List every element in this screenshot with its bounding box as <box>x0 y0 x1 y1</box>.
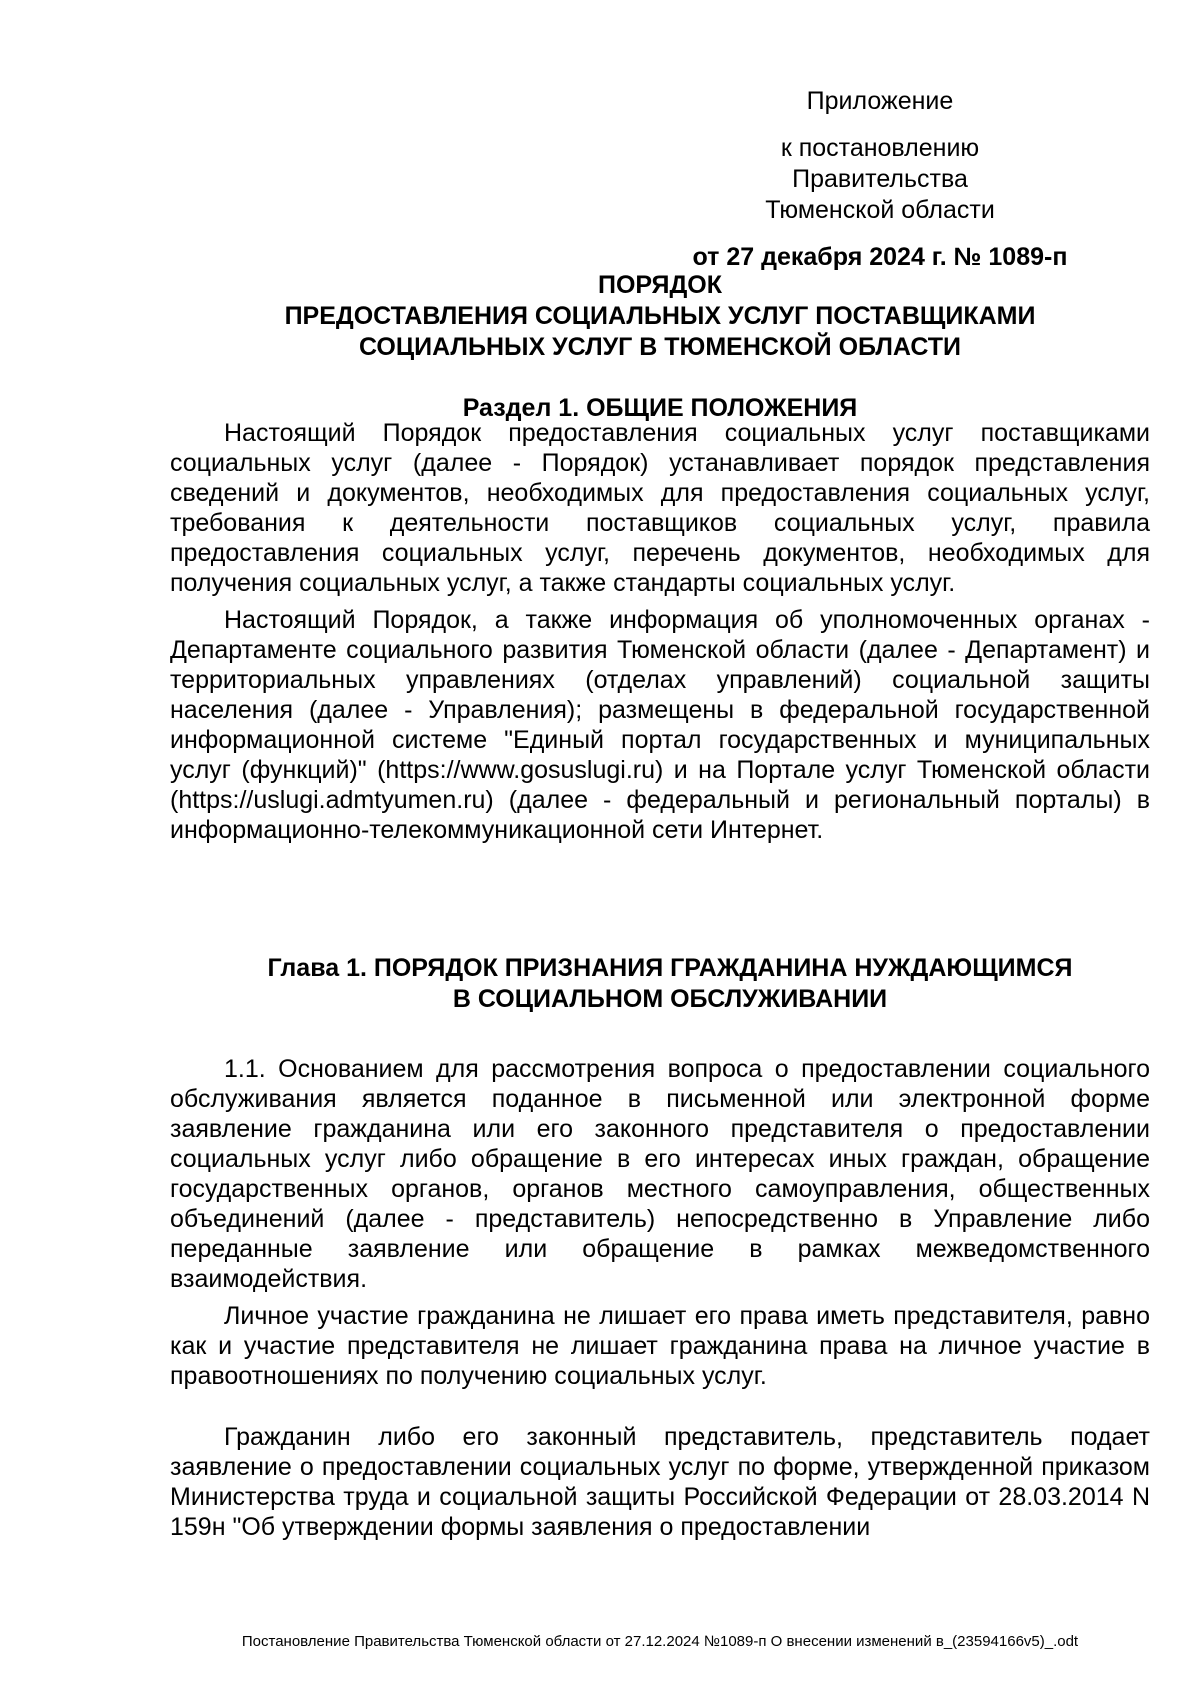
chapter-heading <box>170 953 1170 1015</box>
appendix-date-number: от 27 декабря 2024 г. № 1089-п <box>692 243 1068 271</box>
paragraph-1: Настоящий Порядок предоставления социальных услуг поставщиками социальных услуг (далее - Порядок) устанавливает порядок представления сведений и документов, необходимых для предоставления социальных услуг, требования к деятельности поставщиков социальных услуг, правила предоставления социальных услуг, перечень документов, необходимых для получения социальных услуг, а также стандарты социальных услуг. <box>170 419 1150 597</box>
document-title <box>170 270 1150 363</box>
appendix-line-resolution: к постановлению Правительства <box>780 134 980 193</box>
appendix-line-region: Тюменской области <box>765 196 995 224</box>
chapter-heading-line-1: Глава 1. ПОРЯДОК ПРИЗНАНИЯ ГРАЖДАНИНА НУЖДАЮЩИМСЯ <box>267 954 1073 982</box>
paragraph-personal-participation: Личное участие гражданина не лишает его права иметь представителя, равно как и участие представителя не лишает гражданина права на личное участие в правоотношениях по получению социальных услуг. <box>170 1302 1150 1390</box>
title-line-1: ПОРЯДОК <box>598 271 722 299</box>
paragraph-application: Гражданин либо его законный представитель, представитель подает заявление о предоставлении социальных услуг по форме, утвержденной приказом Министерства труда и социальной защиты Российской Федерации от 28.03.2014 N 159н "Об утверждении формы заявления о предоставлении <box>170 1423 1150 1541</box>
appendix-block <box>690 86 1070 273</box>
paragraph-1-1: 1.1. Основанием для рассмотрения вопроса о предоставлении социального обслуживания является поданное в письменной или электронной форме заявление гражданина или его законного представителя о предоставлении социальных услуг либо обращение в его интересах иных граждан, обращение государственных органов, органов местного самоуправления, общественных объединений (далее - представитель) непосредственно в Управление либо переданные заявление или обращение в рамках межведомственного взаимодействия. <box>170 1055 1150 1293</box>
page-footer: Постановление Правительства Тюменской области от 27.12.2024 №1089-п О внесении изменений в_(23594166v5)_.odt <box>241 1633 1079 1650</box>
title-line-2: ПРЕДОСТАВЛЕНИЯ СОЦИАЛЬНЫХ УСЛУГ ПОСТАВЩИКАМИ <box>284 302 1036 330</box>
paragraph-2: Настоящий Порядок, а также информация об уполномоченных органах - Департаменте социального развития Тюменской области (далее - Департамент) и территориальных управлениях (отделах управлений) социальной защиты населения (далее - Управления); размещены в федеральной государственной информационной системе "Единый портал государственных и муниципальных услуг (функций)" (https://www.gosuslugi.ru) и на Портале услуг Тюменской области (https://uslugi.admtyumen.ru) (далее - федеральный и региональный порталы) в информационно-телекоммуникационной сети Интернет. <box>170 606 1150 844</box>
title-line-3: СОЦИАЛЬНЫХ УСЛУГ В ТЮМЕНСКОЙ ОБЛАСТИ <box>358 333 962 361</box>
section-heading: Раздел 1. ОБЩИЕ ПОЛОЖЕНИЯ <box>462 394 858 422</box>
appendix-label: Приложение <box>806 87 954 115</box>
chapter-heading-line-2: В СОЦИАЛЬНОМ ОБСЛУЖИВАНИИ <box>452 985 888 1013</box>
